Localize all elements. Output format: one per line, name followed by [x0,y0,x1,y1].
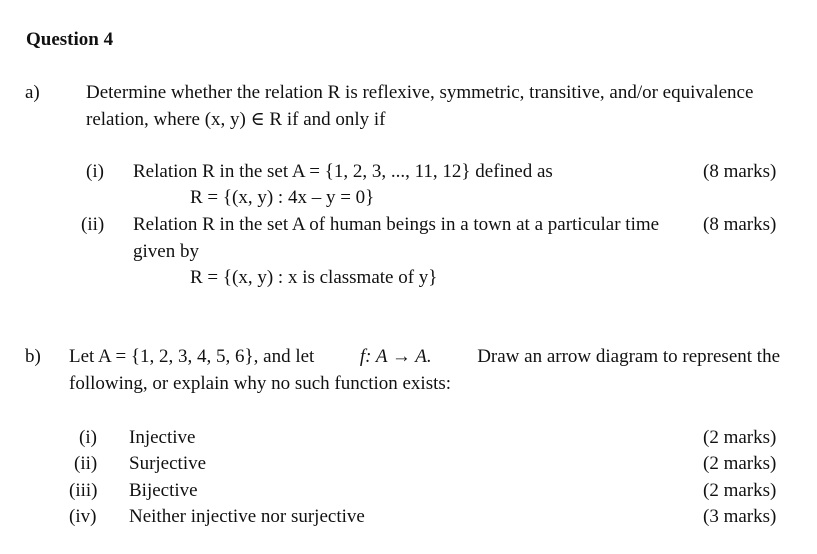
part-a-item-marks: (8 marks) [703,161,777,182]
part-b-item-number: (i) [79,427,97,448]
part-b-intro-end: Draw an arrow diagram to represent the [477,346,780,367]
function-symbol: f [359,346,366,367]
part-b-label: b) [25,346,41,367]
part-b-intro-line2: following, or explain why no such function exists: [69,373,452,394]
part-b-item-number: (iv) [69,506,97,527]
part-b-item-marks: (2 marks) [703,480,777,501]
part-b-intro-line1 [69,344,780,370]
part-b-function-definition [360,344,432,370]
part-a-item-text-line2: given by [133,241,199,262]
part-a-item-marks: (8 marks) [703,214,777,235]
part-a-item-formula: R = {(x, y) : 4x – y = 0} [190,187,375,208]
part-a-item-text: Relation R in the set A of human beings in a town at a particular time [133,214,660,235]
part-b-item-number: (iii) [69,480,98,501]
part-a-intro-line2: relation, where (x, y) ∈ R if and only if [86,109,386,130]
part-b-intro-start: Let A = {1, 2, 3, 4, 5, 6}, and let [69,346,315,367]
part-a-label: a) [25,82,40,103]
part-b-item-marks: (2 marks) [703,427,777,448]
part-a-item-formula: R = {(x, y) : x is classmate of y} [190,267,438,288]
part-b-item-label: Neither injective nor surjective [129,506,365,527]
part-b-item-label: Surjective [129,453,207,474]
part-b-item-marks: (3 marks) [703,506,777,527]
part-b-item-marks: (2 marks) [703,453,777,474]
question-title: Question 4 [26,29,114,50]
part-a-intro-line1: Determine whether the relation R is reflexive, symmetric, transitive, and/or equivalence [86,82,754,103]
part-b-item-label: Bijective [129,480,198,501]
part-b-item-number: (ii) [74,453,98,474]
part-b-item-label: Injective [129,427,196,448]
function-mapping: : A → A. [365,346,432,367]
part-a-item-number: (i) [86,161,104,182]
part-a-item-text: Relation R in the set A = {1, 2, 3, ..., 11, 12} defined as [133,161,553,182]
part-a-item-number: (ii) [81,214,105,235]
